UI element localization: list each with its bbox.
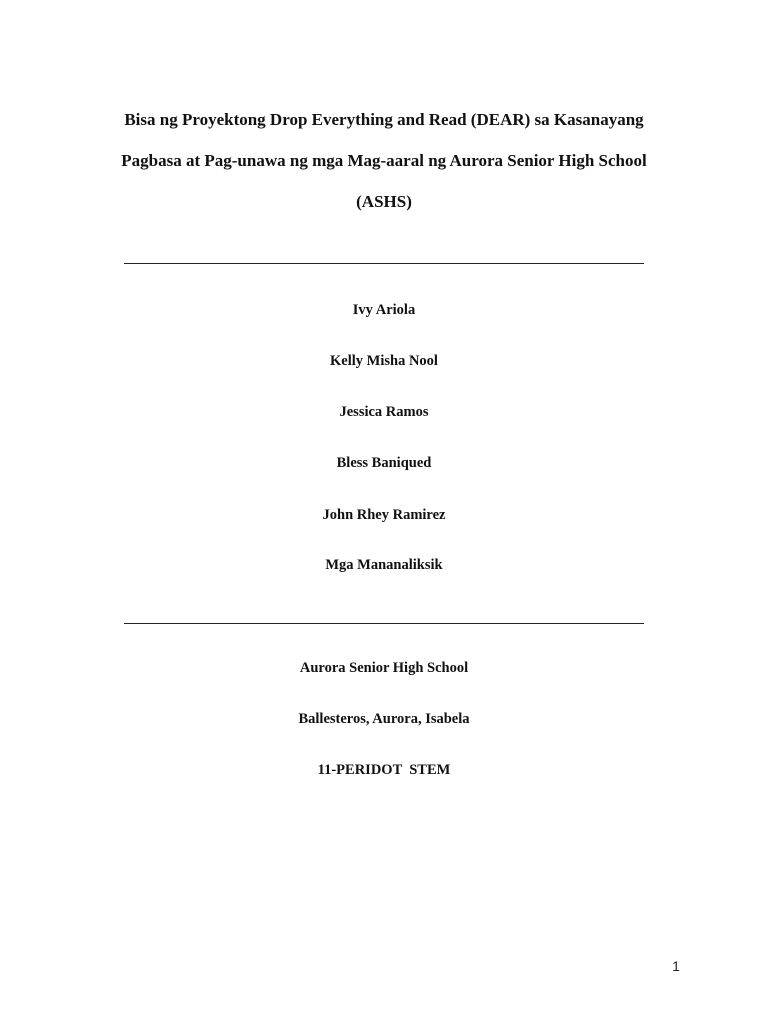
class-section: 11-PERIDOT STEM: [317, 762, 451, 778]
author-name-3: Jessica Ramos: [339, 404, 429, 420]
title-line-2: Pagbasa at Pag-unawa ng mga Mag-aaral ng Aurora Senior High School: [121, 151, 647, 170]
author-name-5: John Rhey Ramirez: [322, 507, 446, 523]
author-name-4: Bless Baniqued: [336, 455, 432, 471]
title-line-3: (ASHS): [356, 192, 412, 211]
school-address: Ballesteros, Aurora, Isabela: [298, 711, 470, 727]
page-number: 1: [672, 958, 680, 974]
bottom-divider: [124, 623, 644, 624]
authors-role: Mga Mananaliksik: [325, 557, 443, 573]
author-name-2: Kelly Misha Nool: [330, 353, 438, 369]
author-name-1: Ivy Ariola: [352, 302, 416, 318]
title-line-1: Bisa ng Proyektong Drop Everything and Read (DEAR) sa Kasanayang: [124, 110, 644, 129]
top-divider: [124, 263, 644, 264]
school-name: Aurora Senior High School: [299, 660, 469, 676]
